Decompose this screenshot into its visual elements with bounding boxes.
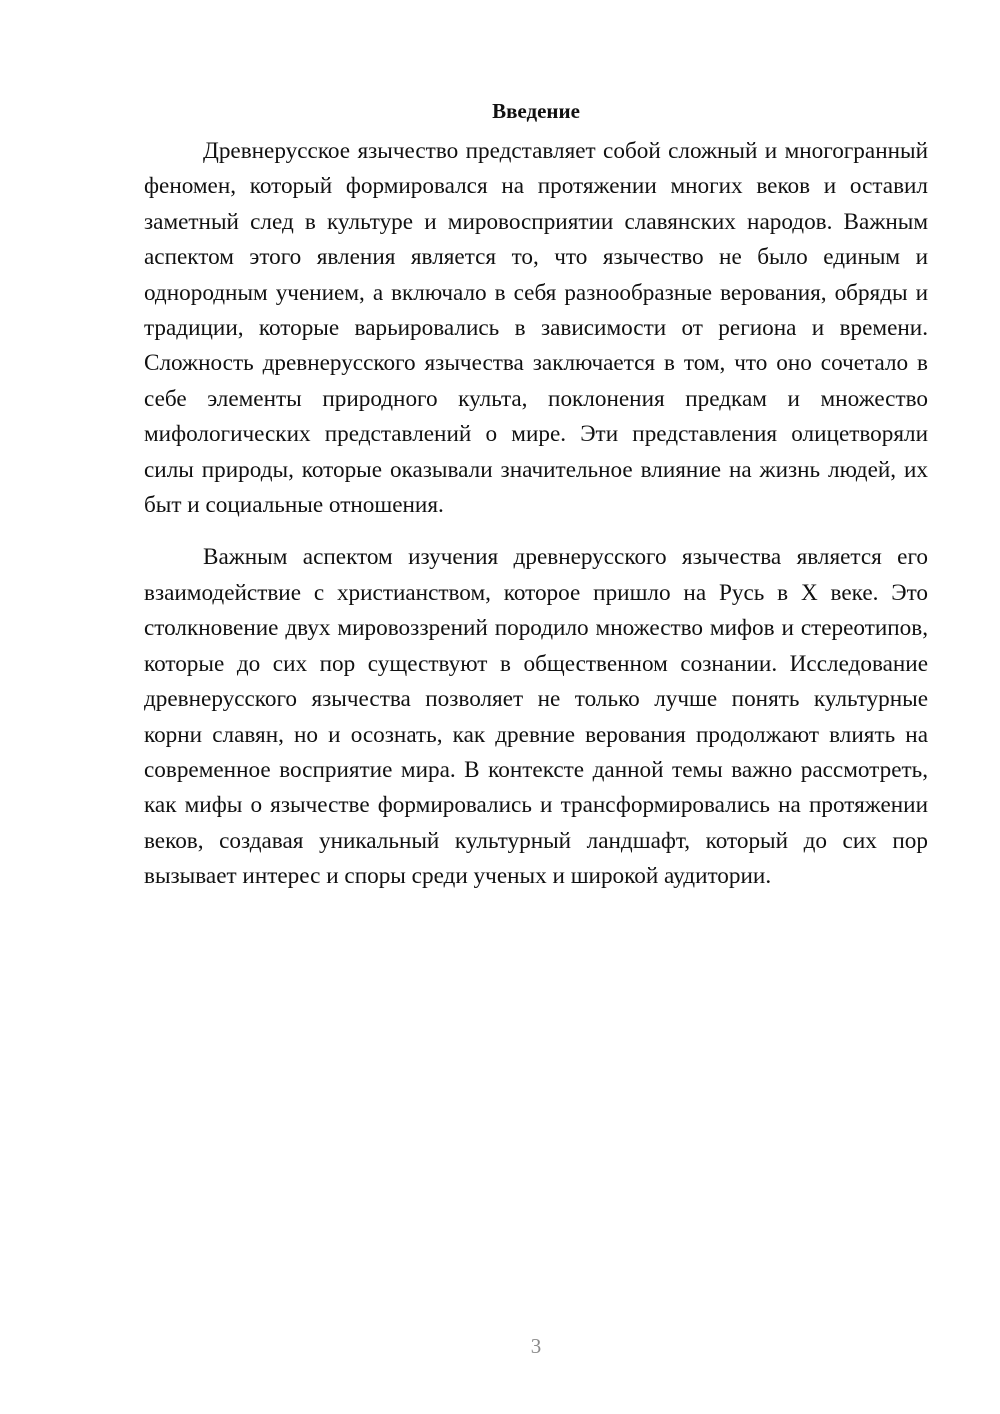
paragraph-1: Древнерусское язычество представляет собой сложный и многогранный феномен, который формировался на протяжении многих веков и оставил заметный след в культуре и мировосприятии славянских народов. Важным аспектом этого явления является то, что язычество не было единым и однородным учением, а включало в себя разнообразные верования, обряды и традиции, которые варьировались в зависимости от региона и времени. Сложность древнерусского язычества заключается в том, что оно сочетало в себе элементы природного культа, поклонения предкам и множество мифологических представлений о мире. Эти представления олицетворяли силы природы, которые оказывали значительное влияние на жизнь людей, их быт и социальные отношения.: [144, 138, 928, 519]
page-number: 3: [530, 1334, 542, 1358]
section-heading: Введение: [492, 99, 580, 123]
paragraph-2: Важным аспектом изучения древнерусского язычества является его взаимодействие с христианством, которое пришло на Русь в X веке. Это столкновение двух мировоззрений породило множество мифов и стереотипов, которые до сих пор существуют в общественном сознании. Исследование древнерусского язычества позволяет не только лучше понять культурные корни славян, но и осознать, как древние верования продолжают влиять на современное восприятие мира. В контексте данной темы важно рассмотреть, как мифы о язычестве формировались и трансформировались на протяжении веков, создавая уникальный культурный ландшафт, который до сих пор вызывает интерес и споры среди ученых и широкой аудитории.: [144, 544, 928, 890]
page-content: [144, 96, 928, 895]
